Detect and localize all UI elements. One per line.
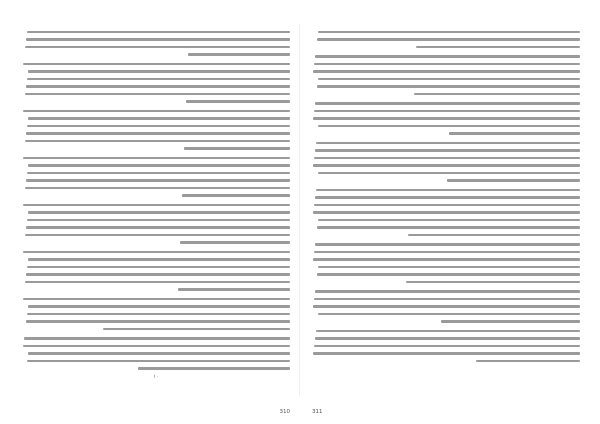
text-line [312, 53, 580, 61]
text-line [312, 122, 580, 130]
text-line [312, 318, 580, 326]
text-line-placeholder [318, 313, 580, 316]
text-line [312, 100, 580, 108]
left-page-number: 310 [279, 409, 290, 415]
text-line [312, 115, 580, 123]
text-line-placeholder [23, 110, 290, 113]
text-line-placeholder [26, 85, 290, 88]
text-line-placeholder [408, 234, 580, 237]
text-line-placeholder [23, 251, 290, 254]
text-line-placeholder [103, 328, 290, 331]
left-page [22, 28, 290, 415]
text-line [312, 43, 580, 51]
text-line-placeholder [26, 38, 290, 41]
text-line [22, 90, 290, 98]
text-line-placeholder [23, 157, 290, 160]
text-line-placeholder [315, 55, 580, 58]
text-line-placeholder [27, 219, 290, 222]
text-line-placeholder [317, 273, 580, 276]
text-line [22, 130, 290, 138]
text-line [22, 286, 290, 294]
text-line [312, 288, 580, 296]
text-line [22, 216, 290, 224]
text-line [22, 107, 290, 115]
text-line [22, 137, 290, 145]
text-line [22, 335, 290, 343]
text-line [22, 231, 290, 239]
left-page-footnote-mark: ۱۰ [153, 374, 159, 380]
text-line [312, 194, 580, 202]
text-line-placeholder [314, 251, 580, 254]
text-line-placeholder [313, 70, 580, 73]
text-line [22, 256, 290, 264]
text-line-placeholder [313, 258, 580, 261]
text-line [312, 147, 580, 155]
text-line-placeholder [28, 305, 290, 308]
text-line [312, 350, 580, 358]
text-line-placeholder [315, 102, 580, 105]
text-line [312, 335, 580, 343]
text-line-placeholder [26, 179, 290, 182]
text-line [312, 139, 580, 147]
text-line [312, 68, 580, 76]
text-line [22, 177, 290, 185]
text-line-placeholder [182, 194, 290, 197]
text-line-placeholder [25, 140, 290, 143]
text-line [312, 28, 580, 36]
text-line-placeholder [186, 100, 290, 103]
text-line-placeholder [315, 290, 580, 293]
text-line-placeholder [138, 367, 290, 370]
text-line-placeholder [27, 78, 290, 81]
text-line [312, 303, 580, 311]
right-page [312, 28, 580, 415]
text-line-placeholder [28, 258, 290, 261]
text-line [22, 68, 290, 76]
right-page-text [312, 28, 580, 365]
text-line-placeholder [316, 330, 580, 333]
text-line [312, 169, 580, 177]
text-line-placeholder [27, 31, 290, 34]
text-line [22, 224, 290, 232]
text-line [22, 145, 290, 153]
text-line-placeholder [28, 211, 290, 214]
text-line-placeholder [313, 305, 580, 308]
text-line [22, 28, 290, 36]
text-line-placeholder [27, 125, 290, 128]
text-line-placeholder [449, 132, 580, 135]
text-line-placeholder [414, 93, 580, 96]
text-line-placeholder [314, 157, 580, 160]
text-line [312, 241, 580, 249]
text-line [312, 36, 580, 44]
text-line-placeholder [24, 337, 290, 340]
text-line-placeholder [317, 85, 580, 88]
text-line [312, 90, 580, 98]
text-line-placeholder [25, 93, 290, 96]
text-line-placeholder [313, 211, 580, 214]
text-line-placeholder [314, 110, 580, 113]
text-line-placeholder [178, 288, 290, 291]
text-line-placeholder [27, 266, 290, 269]
text-line-placeholder [318, 31, 580, 34]
text-line [22, 239, 290, 247]
text-line [312, 107, 580, 115]
text-line-placeholder [315, 337, 580, 340]
text-line [22, 303, 290, 311]
text-line [312, 216, 580, 224]
text-line [22, 83, 290, 91]
text-line [22, 162, 290, 170]
text-line [312, 60, 580, 68]
text-line-placeholder [317, 226, 580, 229]
text-line [312, 342, 580, 350]
text-line [22, 184, 290, 192]
text-line [312, 271, 580, 279]
text-line-placeholder [188, 53, 290, 56]
text-line-placeholder [25, 187, 290, 190]
text-line [22, 248, 290, 256]
text-line [312, 327, 580, 335]
text-line-placeholder [315, 243, 580, 246]
text-line-placeholder [23, 204, 290, 207]
text-line [22, 350, 290, 358]
text-line [22, 278, 290, 286]
left-page-text [22, 28, 290, 372]
text-line [22, 295, 290, 303]
text-line [22, 36, 290, 44]
text-line [312, 357, 580, 365]
text-line [312, 162, 580, 170]
text-line [312, 201, 580, 209]
text-line-placeholder [416, 46, 580, 49]
text-line-placeholder [25, 46, 290, 49]
text-line [312, 248, 580, 256]
text-line-placeholder [28, 352, 290, 355]
text-line [22, 60, 290, 68]
text-line-placeholder [318, 78, 580, 81]
text-line-placeholder [316, 189, 580, 192]
text-line-placeholder [313, 164, 580, 167]
text-line-placeholder [315, 196, 580, 199]
text-line [312, 75, 580, 83]
text-line-placeholder [28, 164, 290, 167]
text-line-placeholder [318, 172, 580, 175]
text-line [22, 318, 290, 326]
text-line [22, 342, 290, 350]
text-line-placeholder [27, 172, 290, 175]
text-line [22, 122, 290, 130]
text-line [312, 295, 580, 303]
gutter [299, 24, 300, 396]
text-line [312, 154, 580, 162]
text-line [22, 209, 290, 217]
text-line-placeholder [314, 298, 580, 301]
text-line [22, 365, 290, 373]
text-line-placeholder [313, 117, 580, 120]
text-line-placeholder [314, 63, 580, 66]
text-line [312, 310, 580, 318]
text-line [22, 75, 290, 83]
text-line [22, 115, 290, 123]
text-line [22, 192, 290, 200]
text-line-placeholder [314, 345, 580, 348]
text-line [312, 224, 580, 232]
text-line [22, 154, 290, 162]
text-line [22, 325, 290, 333]
text-line [312, 130, 580, 138]
text-line [22, 51, 290, 59]
text-line-placeholder [26, 320, 290, 323]
text-line-placeholder [476, 360, 580, 363]
text-line [312, 83, 580, 91]
text-line [22, 43, 290, 51]
text-line-placeholder [27, 360, 290, 363]
text-line [312, 177, 580, 185]
text-line-placeholder [27, 313, 290, 316]
text-line-placeholder [447, 179, 580, 182]
text-line-placeholder [317, 38, 580, 41]
text-line [312, 256, 580, 264]
text-line-placeholder [25, 281, 290, 284]
text-line [22, 263, 290, 271]
text-line [312, 263, 580, 271]
text-line [22, 357, 290, 365]
text-line-placeholder [316, 142, 580, 145]
text-line [22, 98, 290, 106]
text-line-placeholder [28, 70, 290, 73]
text-line-placeholder [26, 273, 290, 276]
text-line-placeholder [318, 266, 580, 269]
text-line [312, 231, 580, 239]
text-line-placeholder [318, 125, 580, 128]
text-line [22, 169, 290, 177]
text-line [22, 201, 290, 209]
text-line-placeholder [313, 352, 580, 355]
text-line-placeholder [180, 241, 290, 244]
text-line-placeholder [184, 147, 290, 150]
text-line [312, 278, 580, 286]
text-line [22, 271, 290, 279]
text-line [312, 209, 580, 217]
text-line-placeholder [441, 320, 580, 323]
text-line-placeholder [406, 281, 580, 284]
text-line-placeholder [28, 117, 290, 120]
text-line [22, 310, 290, 318]
text-line-placeholder [25, 234, 290, 237]
text-line-placeholder [315, 149, 580, 152]
text-line-placeholder [23, 345, 290, 348]
text-line-placeholder [318, 219, 580, 222]
text-line-placeholder [26, 226, 290, 229]
text-line-placeholder [23, 63, 290, 66]
text-line [312, 186, 580, 194]
text-line-placeholder [26, 132, 290, 135]
right-page-number: 311 [312, 409, 323, 415]
text-line-placeholder [314, 204, 580, 207]
text-line-placeholder [23, 298, 290, 301]
